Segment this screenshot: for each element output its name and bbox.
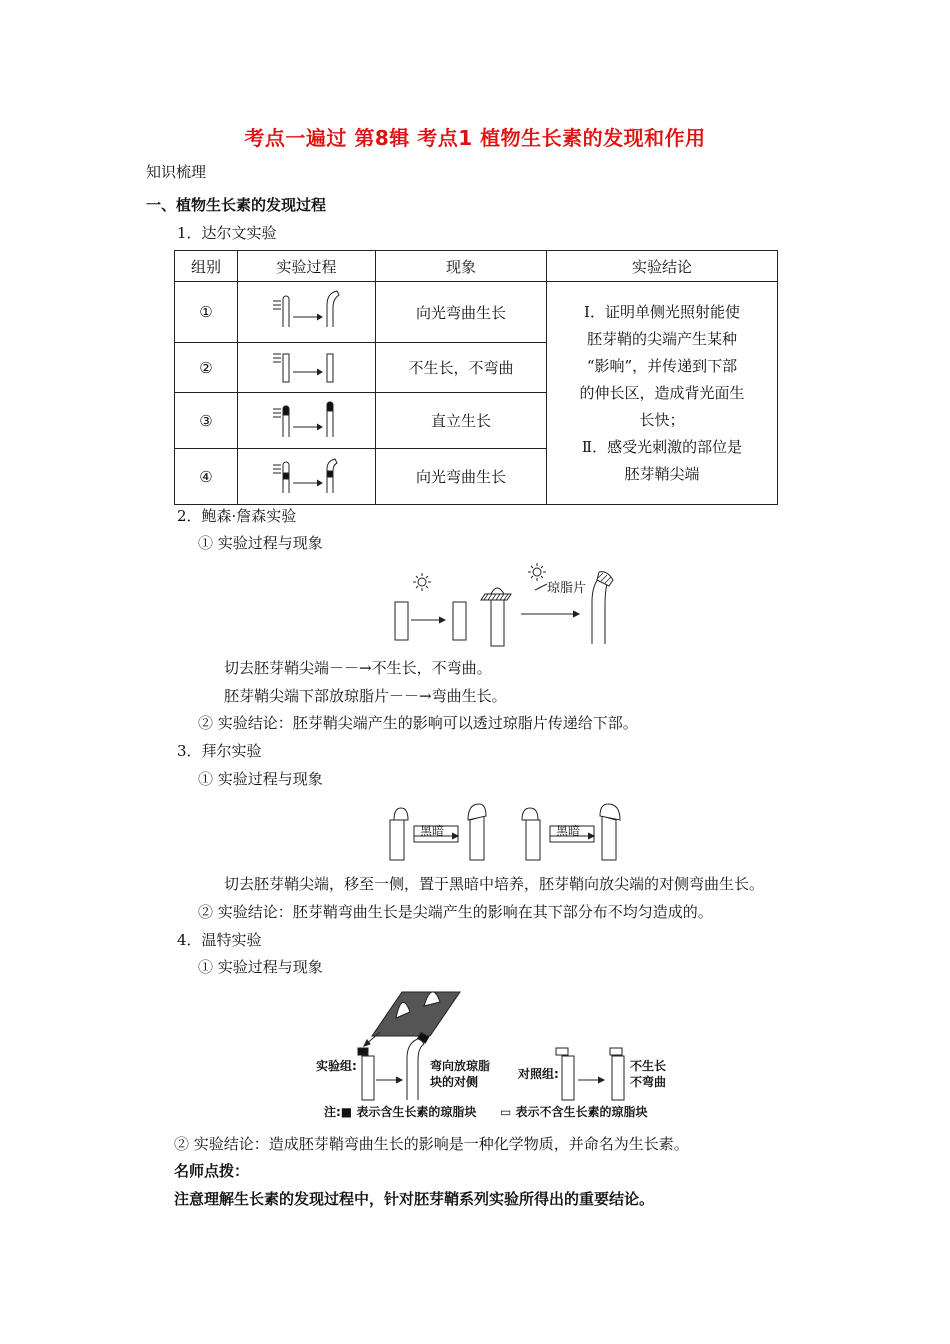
- subtitle: 知识梳理: [146, 163, 207, 181]
- conclusion-cell: [547, 282, 778, 505]
- experimental-group-label: 实验组:: [316, 1059, 357, 1073]
- control-result-line-2: 不弯曲: [630, 1075, 667, 1089]
- boysen-figure: [385, 560, 625, 650]
- conclusion-line: 胚芽鞘尖端: [624, 464, 700, 483]
- header-process: 实验过程: [238, 251, 376, 282]
- header-conclusion: 实验结论: [547, 251, 778, 282]
- legend-note-1: 注:■ 表示含生长素的琼脂块: [324, 1105, 477, 1119]
- boysen-conclusion: ② 实验结论：胚芽鞘尖端产生的影响可以透过琼脂片传递给下部。: [198, 714, 638, 732]
- conclusion-line: Ⅰ．证明单侧光照射能使: [584, 302, 740, 321]
- control-result-line-1: 不生长: [630, 1059, 667, 1073]
- process-cell: [238, 393, 376, 449]
- paal-line-1: 切去胚芽鞘尖端，移至一侧，置于黑暗中培养，胚芽鞘向放尖端的对侧弯曲生长。: [224, 875, 765, 893]
- went-figure: [310, 984, 680, 1124]
- group-cell: ②: [175, 343, 238, 393]
- darwin-diagram-1: [267, 287, 347, 333]
- dark-label: 黑暗: [556, 824, 581, 838]
- experimental-result-line-1: 弯向放琼脂: [430, 1059, 491, 1073]
- boysen-subheading: ① 实验过程与现象: [198, 534, 323, 552]
- darwin-diagram-4: [267, 453, 347, 497]
- phenomenon-cell: 向光弯曲生长: [376, 449, 547, 505]
- phenomenon-cell: 直立生长: [376, 393, 547, 449]
- paal-subheading: ① 实验过程与现象: [198, 770, 323, 788]
- experimental-result-line-2: 块的对侧: [430, 1075, 479, 1089]
- boysen-line-2: 胚芽鞘尖端下部放琼脂片－－→弯曲生长。: [224, 687, 507, 705]
- process-cell: [238, 343, 376, 393]
- table-row: [175, 282, 778, 343]
- conclusion-line: 长快；: [639, 410, 685, 429]
- conclusion-line: 的伸长区，造成背光面生: [579, 383, 745, 402]
- table-header-row: [175, 251, 778, 282]
- control-group-label: 对照组:: [518, 1067, 559, 1081]
- darwin-heading: 1．达尔文实验: [177, 224, 277, 242]
- tip-text: 注意理解生长素的发现过程中，针对胚芽鞘系列实验所得出的重要结论。: [174, 1190, 655, 1208]
- group-cell: ④: [175, 449, 238, 505]
- sun-icon: [528, 563, 546, 581]
- dark-label: 黑暗: [420, 824, 445, 838]
- darwin-diagram-3: [267, 397, 347, 441]
- header-group: 组别: [175, 251, 238, 282]
- group-cell: ①: [175, 282, 238, 343]
- went-heading: 4．温特实验: [177, 931, 262, 949]
- paal-conclusion: ② 实验结论：胚芽鞘弯曲生长是尖端产生的影响在其下部分布不均匀造成的。: [198, 903, 713, 921]
- paal-heading: 3．拜尔实验: [177, 742, 262, 760]
- boysen-line-1: 切去胚芽鞘尖端－－→不生长，不弯曲。: [224, 659, 492, 677]
- header-phenomenon: 现象: [376, 251, 547, 282]
- process-cell: [238, 282, 376, 343]
- tip-heading: 名师点拨：: [174, 1162, 250, 1180]
- darwin-diagram-2: [267, 346, 347, 386]
- process-cell: [238, 449, 376, 505]
- agar-label: 琼脂片: [547, 581, 587, 596]
- phenomenon-cell: 不生长，不弯曲: [376, 343, 547, 393]
- paal-figure: [380, 798, 630, 864]
- legend-note-2: ▭ 表示不含生长素的琼脂块: [500, 1105, 648, 1119]
- boysen-heading: 2．鲍森·詹森实验: [177, 507, 297, 525]
- darwin-table: [174, 250, 778, 505]
- conclusion-line: 胚芽鞘的尖端产生某种: [586, 329, 737, 348]
- went-conclusion: ② 实验结论：造成胚芽鞘弯曲生长的影响是一种化学物质，并命名为生长素。: [174, 1135, 689, 1153]
- page-title: 考点一遍过 第8辑 考点1 植物生长素的发现和作用: [244, 126, 706, 150]
- conclusion-line: “影响”，并传递到下部: [586, 356, 738, 375]
- section-heading: 一、植物生长素的发现过程: [146, 196, 327, 214]
- sun-icon: [413, 573, 431, 591]
- phenomenon-cell: 向光弯曲生长: [376, 282, 547, 343]
- group-cell: ③: [175, 393, 238, 449]
- conclusion-line: Ⅱ．感受光刺激的部位是: [581, 437, 743, 456]
- went-subheading: ① 实验过程与现象: [198, 958, 323, 976]
